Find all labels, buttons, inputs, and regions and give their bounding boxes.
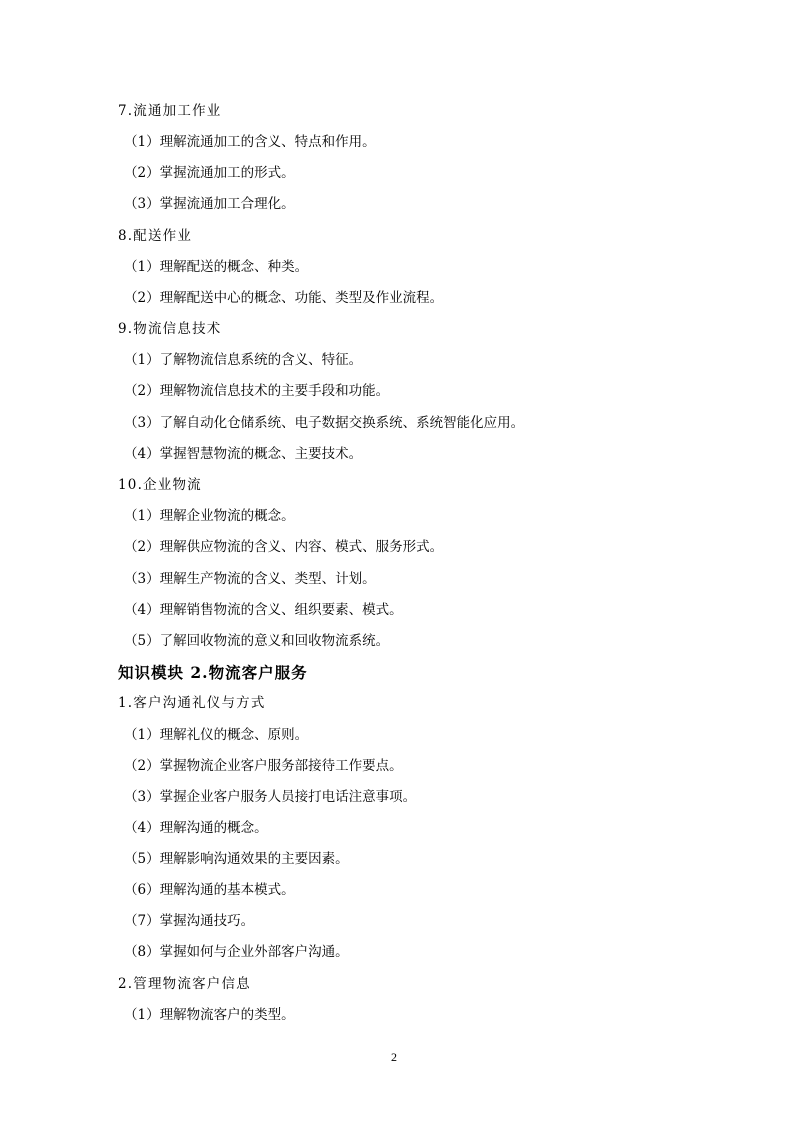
list-item: （4）理解沟通的概念。 xyxy=(124,820,268,836)
list-item: （3）了解自动化仓储系统、电子数据交换系统、系统智能化应用。 xyxy=(124,415,525,431)
list-item: （2）掌握流通加工的形式。 xyxy=(124,165,295,181)
list-item: （1）理解企业物流的概念。 xyxy=(124,508,295,524)
section-heading-9: 9.物流信息技术 xyxy=(118,321,222,337)
list-item: （1）理解配送的概念、种类。 xyxy=(124,259,309,275)
list-item: （3）掌握企业客户服务人员接打电话注意事项。 xyxy=(124,789,417,805)
section-heading-8: 8.配送作业 xyxy=(118,228,193,244)
list-item: （5）了解回收物流的意义和回收物流系统。 xyxy=(124,633,390,649)
module-title: 知识模块 2.物流客户服务 xyxy=(118,663,308,682)
list-item: （7）掌握沟通技巧。 xyxy=(124,913,255,929)
section-heading-7: 7.流通加工作业 xyxy=(118,103,222,119)
section-heading-customer-communication: 1.客户沟通礼仪与方式 xyxy=(118,695,266,711)
list-item: （2）理解物流信息技术的主要手段和功能。 xyxy=(124,383,390,399)
page-number: 2 xyxy=(391,1050,397,1064)
list-item: （2）掌握物流企业客户服务部接待工作要点。 xyxy=(124,758,403,774)
list-item: （4）掌握智慧物流的概念、主要技术。 xyxy=(124,446,363,462)
list-item: （1）理解物流客户的类型。 xyxy=(124,1007,295,1023)
list-item: （3）理解生产物流的含义、类型、计划。 xyxy=(124,571,376,587)
list-item: （5）理解影响沟通效果的主要因素。 xyxy=(124,851,349,867)
list-item: （6）理解沟通的基本模式。 xyxy=(124,882,295,898)
list-item: （8）掌握如何与企业外部客户沟通。 xyxy=(124,944,349,960)
list-item: （2）理解供应物流的含义、内容、模式、服务形式。 xyxy=(124,539,444,555)
list-item: （4）理解销售物流的含义、组织要素、模式。 xyxy=(124,602,403,618)
list-item: （1）了解物流信息系统的含义、特征。 xyxy=(124,352,363,368)
list-item: （1）理解礼仪的概念、原则。 xyxy=(124,727,309,743)
list-item: （2）理解配送中心的概念、功能、类型及作业流程。 xyxy=(124,290,444,306)
section-heading-10: 10.企业物流 xyxy=(118,477,202,493)
section-heading-customer-info: 2.管理物流客户信息 xyxy=(118,976,251,992)
list-item: （3）掌握流通加工合理化。 xyxy=(124,196,295,212)
list-item: （1）理解流通加工的含义、特点和作用。 xyxy=(124,134,376,150)
